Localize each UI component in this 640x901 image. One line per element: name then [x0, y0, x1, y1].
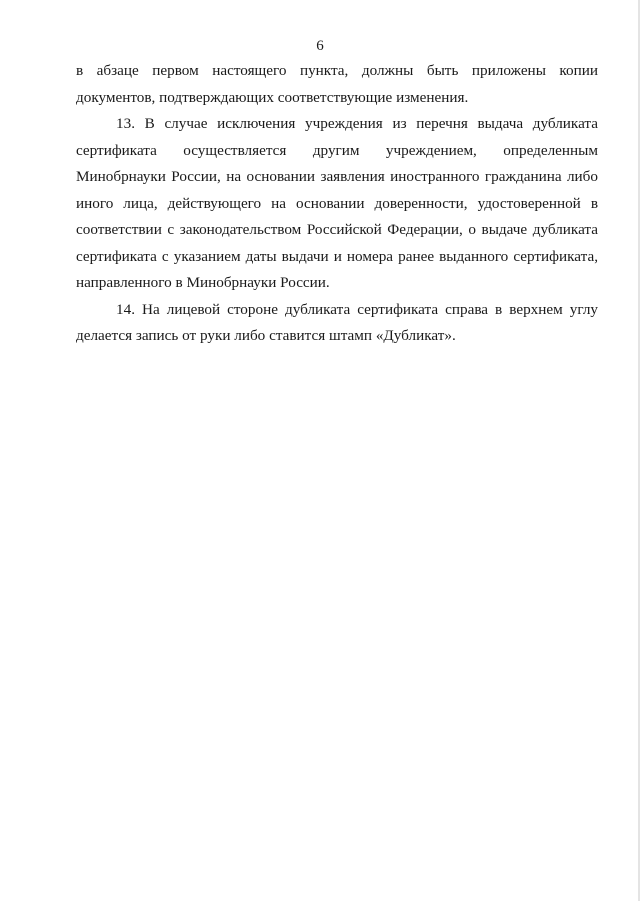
paragraph-continuation: в абзаце первом настоящего пункта, должны быть приложены копии документов, подтверждающих соответствующие изменения. — [76, 62, 598, 106]
paragraph-item-13: 13. В случае исключения учреждения из перечня выдача дубликата сертификата осуществляется другим учреждением, определенным Минобрнауки России, на основании заявления иностранного гражданина либо иного лица, действующего на основании доверенности, удостоверенной в соответствии с законодательством Российской Федерации, о выдаче дубликата сертификата с указанием даты выдачи и номера ранее выданного сертификата, направленного в Минобрнауки России. — [76, 115, 598, 291]
document-body — [76, 58, 598, 350]
paragraph-item-14: 14. На лицевой стороне дубликата сертификата справа в верхнем углу делается запись от руки либо ставится штамп «Дубликат». — [76, 300, 598, 344]
page-number: 6 — [316, 38, 324, 54]
